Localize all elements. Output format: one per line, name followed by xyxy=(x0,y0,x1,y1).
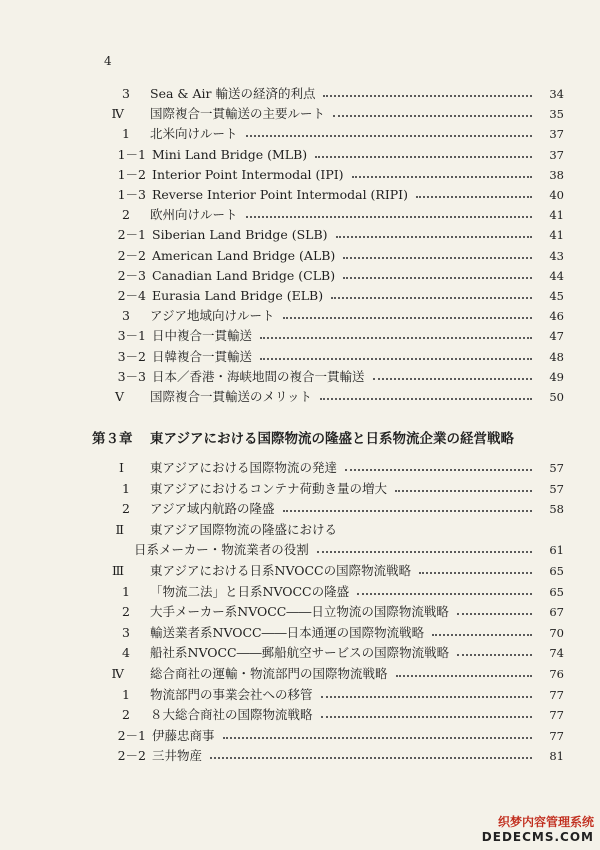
toc-entry-page: 47 xyxy=(549,329,564,344)
toc-entry xyxy=(0,367,600,387)
dot-leader xyxy=(336,236,532,238)
dot-leader xyxy=(260,337,532,339)
toc-entry-number: 1－1 xyxy=(117,146,146,162)
toc-entry xyxy=(0,705,600,725)
toc-entry xyxy=(0,643,600,663)
dot-leader xyxy=(395,490,532,492)
toc-entry-number: Ⅴ xyxy=(114,389,124,404)
toc-entry-page: 40 xyxy=(549,188,564,202)
toc-entry-title: 総合商社の運輸・物流部門の国際物流戦略 xyxy=(150,666,388,681)
dot-leader xyxy=(283,510,532,512)
toc-entry xyxy=(0,165,600,185)
toc-entry-title: 伊藤忠商事 xyxy=(152,727,215,743)
watermark-line2: DEDECMS.COM xyxy=(481,830,594,844)
toc-entry-page: 74 xyxy=(549,646,564,661)
toc-entry-title: 東アジア国際物流の隆盛における xyxy=(150,521,338,537)
toc-entry-page: 34 xyxy=(549,87,564,101)
toc-entry-number: 2 xyxy=(122,207,130,223)
toc-entry-page: 57 xyxy=(549,481,564,496)
toc-entry-title: Eurasia Land Bridge (ELB) xyxy=(152,288,324,303)
watermark-line1: 织梦内容管理系统 xyxy=(497,815,594,829)
dot-leader xyxy=(432,634,532,636)
dot-leader xyxy=(315,156,532,158)
toc-entry-number: 2 xyxy=(122,707,130,723)
toc-entry xyxy=(0,561,600,581)
dot-leader xyxy=(352,176,532,178)
toc-entry-page: 50 xyxy=(549,390,564,404)
toc-entry-number: 1－3 xyxy=(117,187,146,202)
toc-entry-title: 国際複合一貫輸送のメリット xyxy=(150,389,313,404)
toc-entry-title: 日中複合一貫輸送 xyxy=(152,328,253,344)
toc-entry-page: 70 xyxy=(549,625,564,640)
toc-entry-title: 国際複合一貫輸送の主要ルート xyxy=(150,106,326,122)
toc-entry-page: 44 xyxy=(549,268,564,283)
toc-entry xyxy=(0,286,600,306)
dot-leader xyxy=(396,675,532,677)
toc-entry-title: 東アジアにおける日系NVOCCの国際物流戦略 xyxy=(150,563,412,578)
dot-leader xyxy=(246,216,532,218)
dot-leader xyxy=(419,572,532,574)
toc-entry-page: 76 xyxy=(549,667,564,681)
toc-entry-number: 2－2 xyxy=(117,247,146,263)
toc-entry-number: Ⅰ xyxy=(119,460,124,475)
toc-entry-number: 1 xyxy=(122,686,130,702)
dot-leader xyxy=(333,115,532,117)
toc-entry xyxy=(0,185,600,205)
toc-entry-title: 輸送業者系NVOCC――日本通運の国際物流戦略 xyxy=(150,624,425,640)
dot-leader xyxy=(457,613,532,615)
toc-entry xyxy=(0,205,600,225)
toc-entry-number: 1－2 xyxy=(117,166,146,182)
toc-entry xyxy=(0,623,600,643)
toc-entry-number: 3 xyxy=(122,308,130,324)
dot-leader xyxy=(343,277,532,279)
toc-entry-page: 61 xyxy=(549,543,564,558)
toc-entry-number: 3－1 xyxy=(117,328,146,344)
toc-entry-number: Ⅳ xyxy=(111,106,124,122)
dot-leader xyxy=(323,95,532,97)
toc-entry-title: 三井物産 xyxy=(152,748,203,764)
toc-entry xyxy=(0,726,600,746)
toc-entry-page: 65 xyxy=(549,584,564,599)
toc-entry-page: 35 xyxy=(549,107,564,122)
toc-entry-number: Ⅲ xyxy=(111,563,124,578)
dot-leader xyxy=(246,135,532,137)
toc-entry-title: 日韓複合一貫輸送 xyxy=(152,348,253,364)
dot-leader xyxy=(223,737,532,739)
toc-entry xyxy=(0,145,600,165)
toc-entry-number: 1 xyxy=(122,126,130,142)
toc-entry-page: 45 xyxy=(549,289,564,303)
toc-entry-number: 3－3 xyxy=(117,368,146,384)
dot-leader xyxy=(260,358,532,360)
toc-entry xyxy=(0,685,600,705)
dot-leader xyxy=(320,398,532,400)
toc-entry-title: Siberian Land Bridge (SLB) xyxy=(152,227,328,243)
toc-entry-page: 48 xyxy=(549,349,564,364)
toc-entry-page: 77 xyxy=(549,728,564,743)
dot-leader xyxy=(321,696,532,698)
toc-entry-title: 日系メーカー・物流業者の役割 xyxy=(134,542,309,558)
dot-leader xyxy=(357,593,532,595)
toc-entry xyxy=(0,104,600,124)
toc-entry-title: Interior Point Intermodal (IPI) xyxy=(152,166,344,182)
toc-entry-title: アジア地域向けルート xyxy=(150,308,275,324)
toc-entry-title: Mini Land Bridge (MLB) xyxy=(152,146,308,162)
toc-entry-number: 1 xyxy=(122,480,130,496)
toc-entry xyxy=(0,84,600,104)
toc-entry xyxy=(0,664,600,684)
toc-entry-page: 65 xyxy=(549,564,564,578)
page-number: 4 xyxy=(104,54,112,68)
toc-entry xyxy=(0,266,600,286)
toc-entry xyxy=(0,582,600,602)
toc-entry-page: 77 xyxy=(549,687,564,702)
toc-entry-number: 3－2 xyxy=(117,348,146,364)
toc-entry-number: 2 xyxy=(122,604,130,620)
toc-entry-title: Reverse Interior Point Intermodal (RIPI) xyxy=(152,187,408,202)
toc-entry-page: 43 xyxy=(549,248,564,263)
toc-entry-number: Ⅱ xyxy=(115,521,124,537)
toc-entry-number: 2－1 xyxy=(117,227,146,243)
toc-entry xyxy=(0,306,600,326)
toc-entry-number: 2－2 xyxy=(117,748,146,764)
toc-entry-page: 67 xyxy=(549,605,564,620)
toc-entry xyxy=(0,387,600,407)
toc-entry-page: 49 xyxy=(549,369,564,384)
toc-entry-title: 北米向けルート xyxy=(150,126,238,142)
toc-entry-title: 欧州向けルート xyxy=(150,207,238,223)
toc-entry-page: 77 xyxy=(549,708,564,723)
toc-entry-number: 3 xyxy=(122,624,130,640)
dot-leader xyxy=(283,317,532,319)
toc-entry-title: 日本／香港・海峡地間の複合一貫輸送 xyxy=(152,368,365,384)
toc-entry-number: 2－1 xyxy=(117,727,146,743)
toc-entry-number: 2 xyxy=(122,501,130,517)
dot-leader xyxy=(210,757,532,759)
toc-entry-title: Sea & Air 輸送の経済的利点 xyxy=(150,86,316,101)
toc-entry-page: 46 xyxy=(549,309,564,324)
toc-entry-title: アジア域内航路の隆盛 xyxy=(150,501,275,517)
toc-entry xyxy=(0,347,600,367)
toc-entry-number: 3 xyxy=(122,86,130,101)
toc-entry xyxy=(0,326,600,346)
toc-entry-number: 2－3 xyxy=(117,267,146,283)
toc-entry-title: American Land Bridge (ALB) xyxy=(152,247,336,263)
toc-entry-title: ８大総合商社の国際物流戦略 xyxy=(150,707,313,723)
toc-entry xyxy=(0,246,600,266)
toc-entry-page: 81 xyxy=(549,749,564,764)
dot-leader xyxy=(457,654,532,656)
toc-entry xyxy=(0,124,600,144)
toc-entry xyxy=(0,540,600,560)
toc-entry-number: 1 xyxy=(122,583,130,599)
toc-entry xyxy=(0,479,600,499)
toc-entry-title: 「物流二法」と日系NVOCCの隆盛 xyxy=(150,583,350,599)
dot-leader xyxy=(345,469,532,471)
toc-entry-page: 38 xyxy=(549,167,564,182)
dot-leader xyxy=(317,551,532,553)
toc-entry-title: 東アジアにおける国際物流の発達 xyxy=(150,460,338,475)
toc-entry xyxy=(0,602,600,622)
toc-entry-title: Canadian Land Bridge (CLB) xyxy=(152,267,336,283)
toc-entry xyxy=(0,746,600,766)
toc-entry-title: 大手メーカー系NVOCC――日立物流の国際物流戦略 xyxy=(150,604,449,620)
dot-leader xyxy=(321,716,532,718)
chapter-heading xyxy=(0,428,600,450)
toc-entry-title: 船社系NVOCC――郵船航空サービスの国際物流戦略 xyxy=(150,645,450,661)
toc-entry-title: 物流部門の事業会社への移管 xyxy=(150,686,313,702)
toc-entry xyxy=(0,458,600,478)
chapter-title: 東アジアにおける国際物流の隆盛と日系物流企業の経営戦略 xyxy=(150,431,514,447)
toc-entry-page: 37 xyxy=(549,127,564,142)
dot-leader xyxy=(343,257,532,259)
toc-entry-page: 41 xyxy=(549,228,564,243)
toc-entry-page: 41 xyxy=(549,208,564,223)
toc-entry-number: Ⅳ xyxy=(111,666,124,681)
toc-entry-page: 57 xyxy=(549,461,564,475)
toc-entry xyxy=(0,499,600,519)
toc-entry xyxy=(0,225,600,245)
toc-entry xyxy=(0,520,600,540)
dot-leader xyxy=(373,378,532,380)
toc-entry-title: 東アジアにおけるコンテナ荷動き量の増大 xyxy=(150,480,388,496)
watermark xyxy=(482,813,594,844)
dot-leader xyxy=(331,297,532,299)
toc-entry-number: 4 xyxy=(122,645,130,661)
toc-entry-page: 37 xyxy=(549,147,564,162)
toc-entry-number: 2－4 xyxy=(117,288,146,303)
chapter-number: 第３章 xyxy=(92,431,133,447)
dot-leader xyxy=(416,196,532,198)
toc-entry-page: 58 xyxy=(549,502,564,517)
